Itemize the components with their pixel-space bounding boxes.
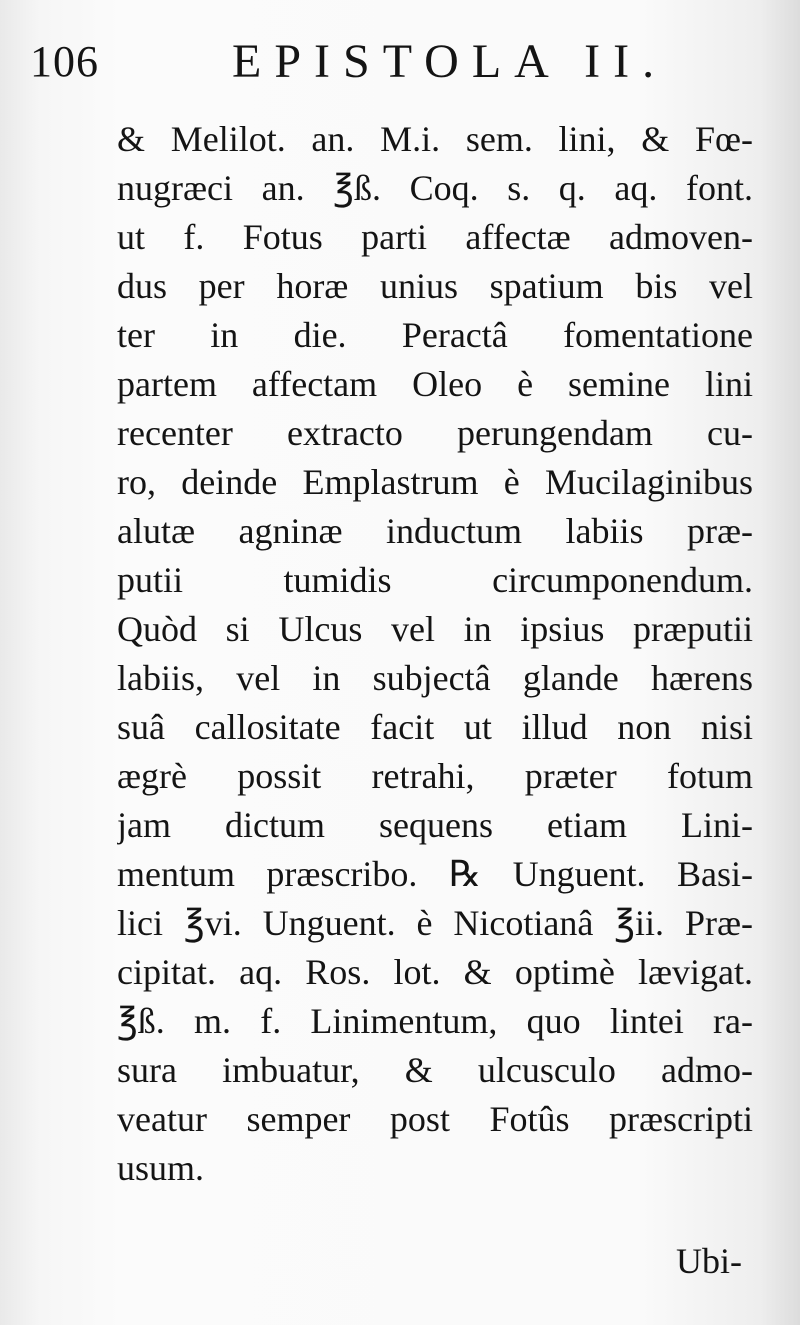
running-head: EPISTOLA II. [232, 35, 668, 88]
text-line: ut f. Fotus parti affectæ admoven- [117, 217, 753, 257]
text-line: ro, deinde Emplastrum è Mucilaginibus [117, 462, 753, 502]
text-line: suâ callositate facit ut illud non nisi [117, 707, 753, 747]
text-line: veatur semper post Fotûs præscripti [117, 1099, 753, 1139]
text-line: labiis, vel in subjectâ glande hærens [117, 658, 753, 698]
text-line: lici ℥vi. Unguent. è Nicotianâ ℥ii. Præ- [117, 903, 753, 943]
text-line: usum. [117, 1148, 205, 1188]
catchword: Ubi- [676, 1241, 742, 1281]
text-line: cipitat. aq. Ros. lot. & optimè lævigat. [117, 952, 753, 992]
text-line: & Melilot. an. M.i. sem. lini, & Fœ- [117, 119, 753, 159]
text-line: putii tumidis circumponendum. [117, 560, 753, 600]
text-line: partem affectam Oleo è semine lini [117, 364, 753, 404]
text-line: dus per horæ unius spatium bis vel [117, 266, 753, 306]
text-line: recenter extracto perungendam cu- [117, 413, 753, 453]
text-line: Quòd si Ulcus vel in ipsius præputii [117, 609, 753, 649]
text-line: ter in die. Peractâ fomentatione [117, 315, 753, 355]
text-line: sura imbuatur, & ulcusculo admo- [117, 1050, 753, 1090]
text-line: nugræci an. ℥ß. Coq. s. q. aq. font. [117, 168, 753, 208]
text-line: alutæ agninæ inductum labiis præ- [117, 511, 753, 551]
text-line: mentum præscribo. ℞ Unguent. Basi- [117, 854, 753, 894]
text-line: ℥ß. m. f. Linimentum, quo lintei ra- [117, 1001, 753, 1041]
text-line: jam dictum sequens etiam Lini- [117, 805, 753, 845]
page-number: 106 [30, 37, 99, 86]
text-line: ægrè possit retrahi, præter fotum [117, 756, 753, 796]
